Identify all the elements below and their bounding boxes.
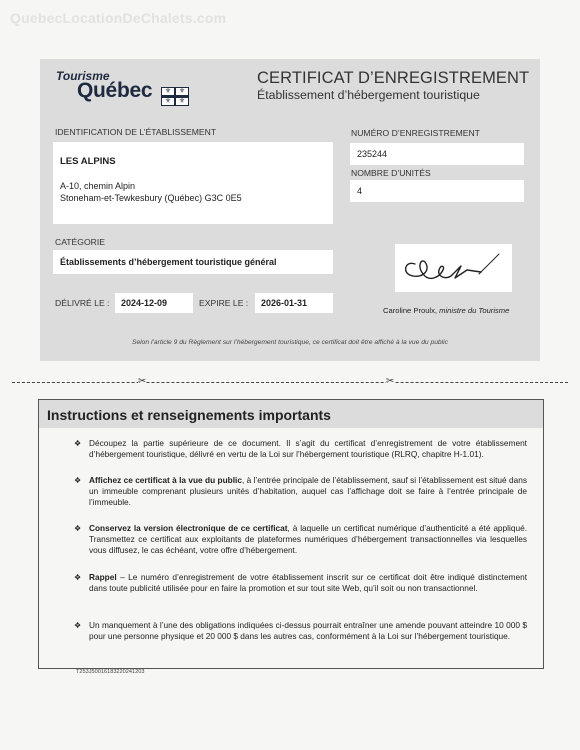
minister-title: ministre du Tourisme <box>439 306 510 315</box>
logo-line1: Tourisme <box>56 69 110 83</box>
registration-label: NUMÉRO D’ENREGISTREMENT <box>351 128 480 138</box>
tourisme-quebec-logo <box>52 69 192 109</box>
document-code: T253J5001618322024120​3 <box>76 669 145 675</box>
watermark: QuebecLocationDeChalets.com <box>10 10 227 26</box>
minister-name: Caroline Proulx, <box>383 306 438 315</box>
minister-signature-caption <box>383 306 509 315</box>
instruction-item: Rappel – Le numéro d’enregistrement de votre établissement inscrit sur ce certificat doit être indiqué distinctement dans toute publicité utilisée pour en faire la promotion et sur tout site Web, qu’il soit ou non transactionnel. <box>89 572 527 594</box>
diamond-bullet-icon: ❖ <box>74 439 82 448</box>
address-line2: Stoneham-et-Tewkesbury (Québec) G3C 0E5 <box>60 193 242 203</box>
expires-date: 2026-01-31 <box>261 298 308 308</box>
diamond-bullet-icon: ❖ <box>74 476 82 485</box>
diamond-bullet-icon: ❖ <box>74 573 82 582</box>
registration-box <box>350 143 524 165</box>
instructions-title: Instructions et renseignements importants <box>47 407 331 423</box>
expires-box <box>255 293 333 313</box>
units-value: 4 <box>357 186 363 196</box>
instruction-item: Découpez la partie supérieure de ce document. Il s’agit du certificat d’enregistrement de votre établissement d’hébergement touristique, délivré en vertu de la Loi sur l’hébergement touristique (RLRQ, chapitre H-1.01). <box>89 438 527 460</box>
issued-label: DÉLIVRÉ LE : <box>55 298 110 308</box>
instruction-item: Affichez ce certificat à la vue du public, à l’entrée principale de l’établissement, sauf si l’établissement est situé dans un immeuble comprenant plusieurs unités d’habitation, auquel cas l’affichage doit se faire à l’entrée principale de l’immeuble. <box>89 475 527 508</box>
expires-label: EXPIRE LE : <box>199 298 249 308</box>
establishment-box <box>53 142 333 224</box>
minister-signature <box>395 244 512 292</box>
units-box <box>350 180 524 202</box>
units-label: NOMBRE D’UNITÉS <box>351 168 431 178</box>
issued-box <box>115 293 193 313</box>
instruction-item: Un manquement à l’une des obligations indiquées ci-dessus pourrait entraîner une amende pouvant atteindre 10 000 $ pour une personne physique et 20 000 $ dans les autres cas, conformément à la Loi sur l’hébergement touristique. <box>89 620 527 642</box>
category-label: CATÉGORIE <box>55 237 105 247</box>
instruction-item: Conservez la version électronique de ce certificat, à laquelle un certificat numérique d’authenticité a été appliqué. Transmettez ce certificat aux exploitants de plateformes numériques d’hébergement transactionnelles via lesquelles vous diffusez, le cas échéant, votre offre d’hébergement. <box>89 523 528 556</box>
category-value: Établissements d’hébergement touristique général <box>60 257 277 267</box>
identification-label: IDENTIFICATION DE L’ÉTABLISSEMENT <box>55 127 217 137</box>
certificate-title: CERTIFICAT D’ENREGISTREMENT <box>257 69 530 87</box>
diamond-bullet-icon: ❖ <box>74 621 82 630</box>
cut-line <box>12 382 568 383</box>
instructions-header <box>39 400 543 428</box>
scissors-icon: ✂ <box>138 376 147 387</box>
public-display-notice: Selon l’article 9 du Règlement sur l’hébergement touristique, ce certificat doit être affiché à la vue du public <box>132 339 448 346</box>
establishment-name: LES ALPINS <box>60 156 116 167</box>
address-line1: A-10, chemin Alpin <box>60 181 136 191</box>
scissors-icon: ✂ <box>386 376 395 387</box>
certificate-subtitle: Établissement d’hébergement touristique <box>257 88 480 102</box>
certificate-panel <box>40 59 540 361</box>
category-box <box>53 250 333 274</box>
instructions-panel <box>38 399 544 669</box>
issued-date: 2024-12-09 <box>121 298 168 308</box>
registration-number: 235244 <box>357 149 388 159</box>
fleurdelise-flag-icon: ⚜ ⚜ ⚜ ⚜ <box>161 87 189 106</box>
diamond-bullet-icon: ❖ <box>74 524 82 533</box>
logo-line2: Québec <box>77 79 153 102</box>
